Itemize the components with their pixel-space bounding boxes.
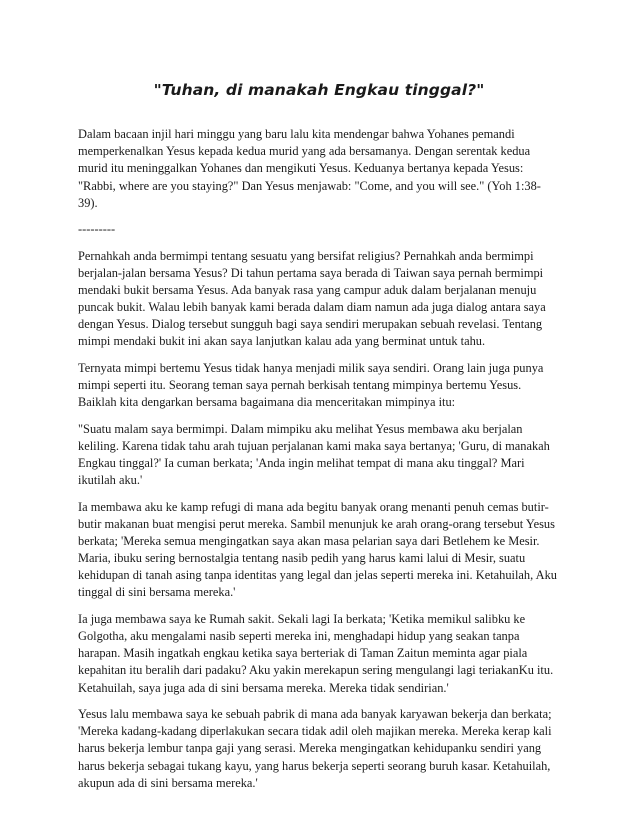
text-line: butir makanan buat mengisi perut mereka. Sambil menunjuk ke arah orang-orang tersebut Yesus [78, 516, 555, 531]
text-line: berjalan-jalan bersama Yesus? Di tahun pertama saya berada di Taiwan saya pernah bermimpi [78, 265, 544, 280]
text-line: Pernahkah anda bermimpi tentang sesuatu yang bersifat religius? Pernahkah anda bermimpi [78, 248, 534, 263]
text-line: mendaki bukit bersama Yesus. Ada banyak rasa yang campur aduk dalam berjalanan menuju [78, 282, 537, 297]
text-line: Golgotha, aku mengalami nasib seperti mereka ini, menghadapi hidup yang seakan tanpa [78, 629, 520, 643]
paragraph [78, 611, 564, 697]
paragraph [78, 360, 564, 412]
text-line: harapan. Masih ingatkah engkau ketika saya berteriak di Taman Zaitun meminta agar piala [78, 646, 528, 661]
text-line: harus bekerja sebagai tukang kayu, yang harus bekerja seperti seorang buruh kasar. Ketahuilah, [78, 758, 551, 773]
text-line: kepahitan itu beralih dari padaku? Aku yakin merekapun sering mengulangi lagi teriakanKu itu. [78, 663, 554, 678]
text-line: 39). [78, 195, 98, 210]
paragraph [78, 706, 564, 792]
text-line: harus bekerja lembur tanpa gaji yang serasi. Mereka mengingatkan kehidupanku sendiri yang [78, 741, 542, 756]
text-line: --------- [78, 222, 116, 237]
paragraph [78, 248, 564, 351]
text-line: Ketahuilah, saya juga ada di sini bersama mereka. Mereka tidak sendirian.' [78, 680, 449, 695]
paragraph [78, 499, 564, 602]
text-line: Yesus lalu membawa saya ke sebuah pabrik di mana ada banyak karyawan bekerja dan berkata; [78, 706, 552, 721]
document-body [78, 126, 564, 801]
paragraph [78, 126, 564, 212]
text-line: akupun ada di sini bersama mereka.' [78, 775, 258, 790]
text-line: berkata; 'Mereka semua mengingatkan saya akan masa pelarian saya dari Betlehem ke Mesir. [78, 533, 540, 548]
text-line: puncak bukit. Walau lebih banyak kami berada dalam diam namun ada juga dialog antara saya [78, 300, 546, 315]
text-line: 'Mereka kadang-kadang diperlakukan secara tidak adil oleh majikan mereka. Mereka kerap kali [78, 724, 552, 739]
paragraph [78, 421, 564, 490]
text-line: Ia juga membawa saya ke Rumah sakit. Sekali lagi Ia berkata; 'Ketika memikul salibku ke [78, 611, 526, 626]
text-line: Maria, ibuku sering bernostalgia tentang nasib pedih yang harus kami lalui di Mesir, suatu [78, 551, 526, 566]
text-line: mimpi seperti itu. Seorang teman saya pernah berkisah tentang mimpinya bertemu Yesus. [78, 378, 522, 392]
document-title: "Tuhan, di manakah Engkau tinggal?" [153, 81, 485, 99]
text-line: dengan Yesus. Dialog tersebut sungguh bagi saya sendiri merupakan sebuah revelasi. Tentang [78, 317, 543, 332]
text-line: Ternyata mimpi bertemu Yesus tidak hanya menjadi milik saya sendiri. Orang lain juga punya [78, 360, 544, 375]
text-line: Engkau tinggal?' Ia cuman berkata; 'Anda ingin melihat tempat di mana aku tinggal? Mari [78, 455, 525, 470]
text-line: keliling. Karena tidak tahu arah tujuan perjalanan kami maka saya bertanya; 'Guru, di manakah [78, 438, 550, 453]
text-line: memperkenalkan Yesus kepada kedua murid yang ada bersamanya. Dengan serentak kedua [78, 144, 531, 159]
text-line: "Suatu malam saya bermimpi. Dalam mimpiku aku melihat Yesus membawa aku berjalan [78, 421, 523, 436]
text-line: tinggal di sini bersama mereka.' [78, 585, 236, 600]
text-line: kehidupan di tanah asing tanpa identitas yang legal dan jelas seperti mereka ini. Ketahuilah, Aku [78, 568, 557, 583]
separator-line [78, 221, 564, 238]
text-line: "Rabbi, where are you staying?" Dan Yesus menjawab: "Come, and you will see." (Yoh 1:38- [78, 178, 541, 193]
text-line: Baiklah kita dengarkan bersama bagaimana dia menceritakan mimpinya itu: [78, 395, 456, 410]
text-line: Dalam bacaan injil hari minggu yang baru lalu kita mendengar bahwa Yohanes pemandi [78, 127, 515, 141]
text-line: mimpi mendaki bukit ini akan saya lanjutkan kalau ada yang berminat untuk tahu. [78, 334, 486, 349]
text-line: murid itu meninggalkan Yohanes dan mengikuti Yesus. Keduanya bertanya kepada Yesus: [78, 161, 524, 176]
text-line: ikutilah aku.' [78, 473, 143, 488]
text-line: Ia membawa aku ke kamp refugi di mana ada begitu banyak orang menanti penuh cemas butir- [78, 499, 549, 514]
